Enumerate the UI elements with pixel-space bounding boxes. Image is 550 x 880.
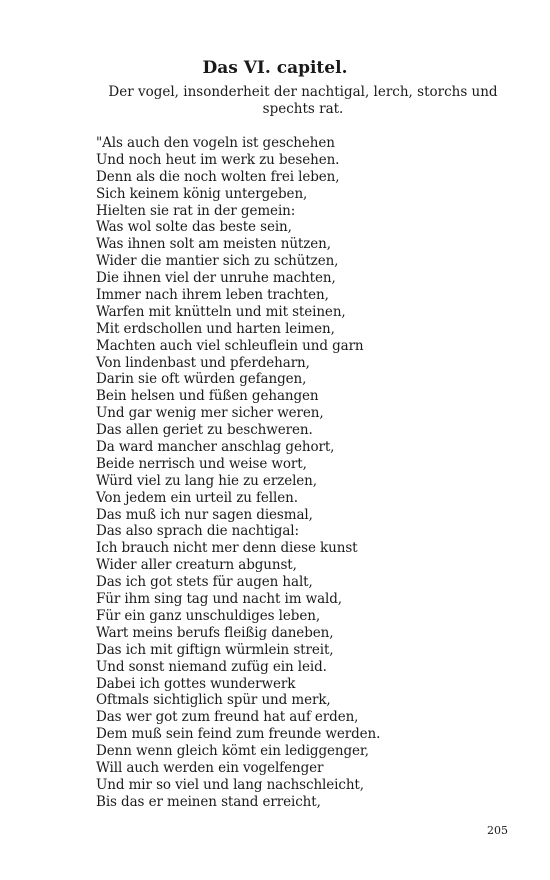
- poem-line: Bis das er meinen stand erreicht,: [96, 793, 321, 810]
- poem-line: Die ihnen viel der unruhe machten,: [96, 270, 336, 287]
- poem-line: Und mir so viel und lang nachschleicht,: [96, 776, 364, 793]
- poem-line: Sich keinem könig untergeben,: [96, 185, 308, 202]
- poem-line: Bein helsen und füßen gehangen: [96, 388, 319, 405]
- poem-line: Mit erdschollen und harten leimen,: [96, 320, 335, 337]
- poem-line: Was ihnen solt am meisten nützen,: [96, 236, 331, 253]
- poem-line: Würd viel zu lang hie zu erzelen,: [96, 472, 317, 489]
- poem-line: Hielten sie rat in der gemein:: [96, 202, 296, 219]
- poem-line: Für ihm sing tag und nacht im wald,: [96, 591, 342, 608]
- poem-line: Ich brauch nicht mer denn diese kunst: [96, 540, 358, 557]
- chapter-title: Das VI. capitel.: [202, 58, 348, 78]
- poem-line: Und noch heut im werk zu besehen.: [96, 151, 340, 168]
- poem-line: Immer nach ihrem leben trachten,: [96, 287, 329, 304]
- poem-line: Das ich mit giftign würmlein streit,: [96, 641, 334, 658]
- poem-line: Wider die mantier sich zu schützen,: [96, 253, 339, 270]
- poem-line: Oftmals sichtiglich spür und merk,: [96, 692, 331, 709]
- poem-line: Was wol solte das beste sein,: [96, 219, 292, 236]
- poem-line: Dabei ich gottes wunderwerk: [96, 675, 296, 692]
- poem-line: Und sonst niemand zufüg ein leid.: [96, 658, 327, 675]
- poem-line: "Als auch den vogeln ist geschehen: [96, 135, 335, 151]
- poem-line: Das allen geriet zu beschweren.: [96, 422, 313, 439]
- poem-line: Wart meins berufs fleißig daneben,: [96, 624, 334, 641]
- poem-line: Das also sprach die nachtigal:: [96, 523, 299, 540]
- page-number: 205: [487, 824, 508, 837]
- poem-line: Für ein ganz unschuldiges leben,: [96, 607, 321, 624]
- poem-line: Beide nerrisch und weise wort,: [96, 455, 307, 472]
- poem-line: Denn wenn gleich kömt ein lediggenger,: [96, 743, 369, 760]
- poem-line: Wider aller creaturn abgunst,: [96, 557, 297, 574]
- poem-line: Da ward mancher anschlag gehort,: [96, 439, 335, 456]
- poem-line: Dem muß sein feind zum freunde werden.: [96, 726, 381, 743]
- poem-line: Darin sie oft würden gefangen,: [96, 371, 307, 388]
- poem-line: Das wer got zum freund hat auf erden,: [96, 709, 359, 726]
- chapter-subtitle: Der vogel, insonderheit der nachtigal, lerch, storchs und spechts rat.: [108, 84, 498, 117]
- poem-line: Das muß ich nur sagen diesmal,: [96, 506, 313, 523]
- poem-line: Machten auch viel schleuflein und garn: [96, 337, 364, 354]
- poem-line: Warfen mit knütteln und mit steinen,: [96, 303, 346, 320]
- poem-line: Will auch werden ein vogelfenger: [96, 759, 324, 776]
- poem-line: Von jedem ein urteil zu fellen.: [96, 489, 298, 506]
- poem-line: Denn als die noch wolten frei leben,: [96, 168, 340, 185]
- poem-line: Das ich got stets für augen halt,: [96, 574, 313, 591]
- poem-line: Und gar wenig mer sicher weren,: [96, 405, 324, 422]
- poem-body: [96, 135, 516, 811]
- poem-line: Von lindenbast und pferdeharn,: [96, 354, 310, 371]
